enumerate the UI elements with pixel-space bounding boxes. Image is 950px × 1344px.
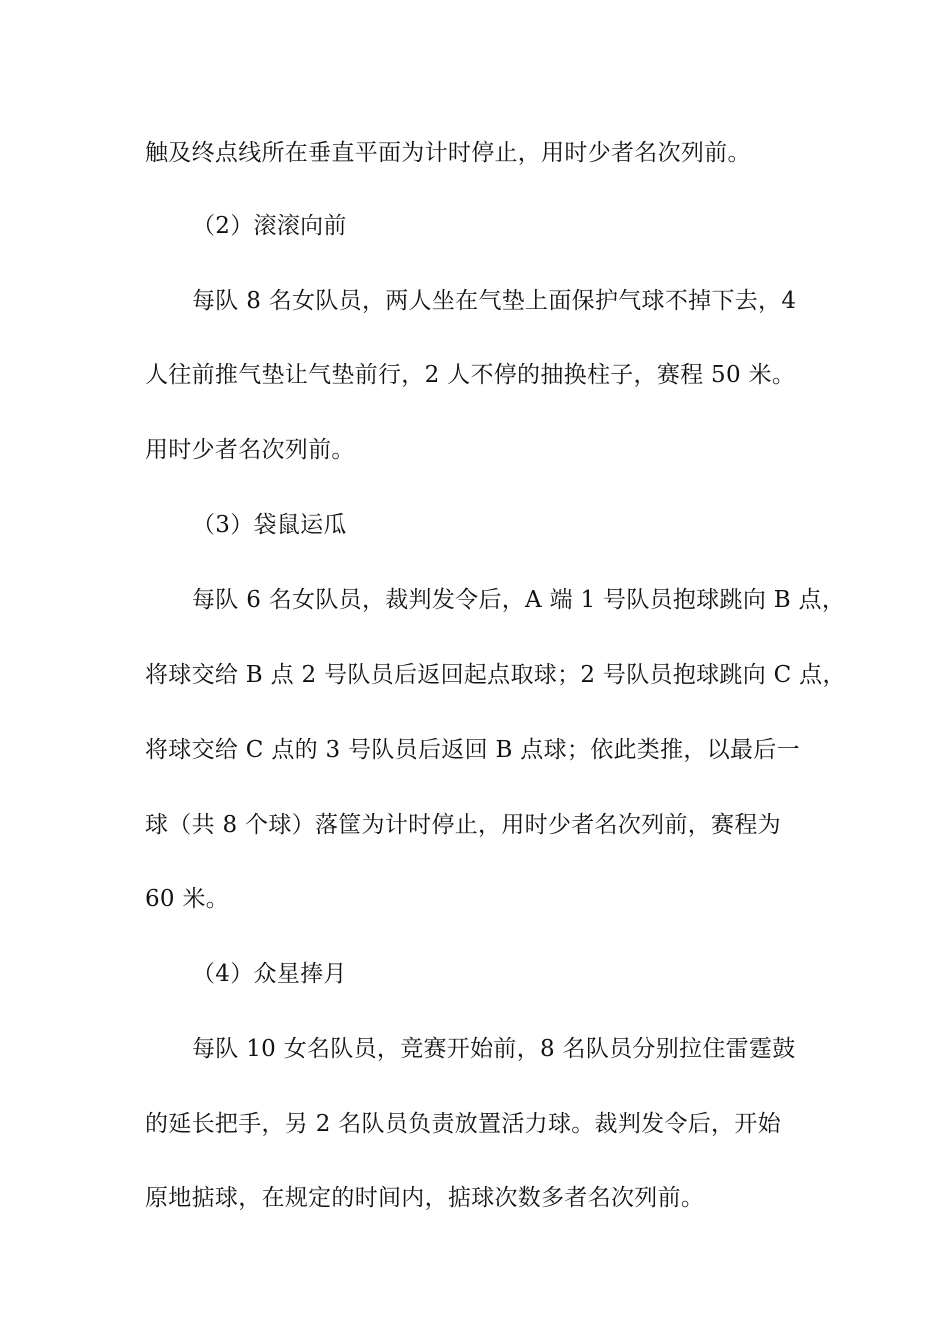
paragraph-line: 球（共 8 个球）落筐为计时停止，用时少者名次列前，赛程为 xyxy=(145,812,781,838)
paragraph-line: 将球交给 C 点的 3 号队员后返回 B 点球；依此类推，以最后一 xyxy=(145,737,800,763)
paragraph-line: 人往前推气垫让气垫前行，2 人不停的抽换柱子，赛程 50 米。 xyxy=(145,362,796,388)
paragraph-line: 60 米。 xyxy=(145,886,230,912)
section-heading: （3）袋鼠运瓜 xyxy=(192,512,347,538)
paragraph-line: 原地掂球，在规定的时间内，掂球次数多者名次列前。 xyxy=(145,1185,705,1211)
paragraph-line: 用时少者名次列前。 xyxy=(145,437,355,463)
paragraph-line: 触及终点线所在垂直平面为计时停止，用时少者名次列前。 xyxy=(145,140,751,166)
paragraph-line: 将球交给 B 点 2 号队员后返回起点取球；2 号队员抱球跳向 C 点， xyxy=(145,662,846,688)
paragraph-line: 的延长把手，另 2 名队员负责放置活力球。裁判发令后，开始 xyxy=(145,1111,781,1137)
section-heading: （4）众星捧月 xyxy=(192,961,347,987)
paragraph-line: 每队 10 女名队员，竞赛开始前，8 名队员分别拉住雷霆鼓 xyxy=(192,1036,796,1062)
section-heading: （2）滚滚向前 xyxy=(192,213,347,239)
paragraph-line: 每队 8 名女队员，两人坐在气垫上面保护气球不掉下去，4 xyxy=(192,288,797,314)
paragraph-line: 每队 6 名女队员，裁判发令后，A 端 1 号队员抱球跳向 B 点， xyxy=(192,587,846,613)
